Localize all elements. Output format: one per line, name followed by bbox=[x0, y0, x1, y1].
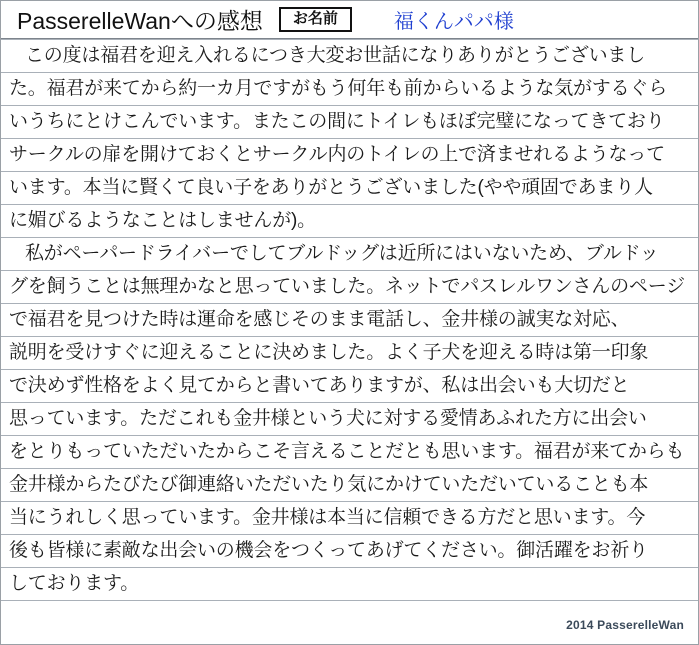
letter-line: この度は福君を迎え入れるにつき大変お世話になりありがとうございまし bbox=[25, 45, 646, 66]
page-footer bbox=[1, 607, 698, 643]
letter-line: サークルの扉を開けておくとサークル内のトイレの上で済ませれるようなって bbox=[9, 144, 665, 165]
name-field-value: 福くんパパ様 bbox=[393, 11, 514, 33]
copyright-text: 2014 PasserelleWan bbox=[566, 618, 684, 632]
letter-line: 説明を受けすぐに迎えることに決めました。よく子犬を迎える時は第一印象 bbox=[9, 342, 649, 363]
letter-line: いうちにとけこんでいます。またこの間にトイレもほぼ完璧になってきており bbox=[9, 111, 665, 132]
letter-line: しております。 bbox=[9, 573, 140, 594]
letter-body bbox=[1, 39, 698, 607]
page-title: PasserelleWanへの感想 bbox=[17, 8, 263, 34]
letter-line: 後も皆様に素敵な出会いの機会をつくってあげてください。御活躍をお祈り bbox=[9, 540, 648, 561]
page-header bbox=[1, 1, 698, 39]
letter-line: に媚びるようなことはしませんが)。 bbox=[9, 210, 316, 231]
letter-line: グを飼うことは無理かなと思っていました。ネットでパスレルワンさんのページ bbox=[9, 276, 685, 297]
letter-line: 思っています。ただこれも金井様という犬に対する愛情あふれた方に出会い bbox=[9, 408, 647, 429]
letter-line: います。本当に賢くて良い子をありがとうございました(やや頑固であまり人 bbox=[9, 177, 653, 198]
letter-line: 金井様からたびたび御連絡いただいたり気にかけていただいていることも本 bbox=[9, 474, 649, 495]
letter-line: 当にうれしく思っています。金井様は本当に信頼できる方だと思います。今 bbox=[9, 507, 646, 528]
name-field-label: お名前 bbox=[279, 7, 352, 33]
letter-line: た。福君が来てから約一カ月ですがもう何年も前からいるような気がするぐら bbox=[9, 78, 668, 99]
letter-text bbox=[1, 39, 698, 607]
letter-line: をとりもっていただいたからこそ言えることだとも思います。福君が来てからも bbox=[9, 441, 685, 462]
letter-line: で福君を見つけた時は運命を感じそのまま電話し、金井様の誠実な対応、 bbox=[9, 309, 630, 330]
letter-line: で決めず性格をよく見てからと書いてありますが、私は出会いも大切だと bbox=[9, 375, 630, 396]
letter-line: 私がペーパードライバーでしてブルドッグは近所にはいないため、ブルドッ bbox=[25, 243, 659, 264]
